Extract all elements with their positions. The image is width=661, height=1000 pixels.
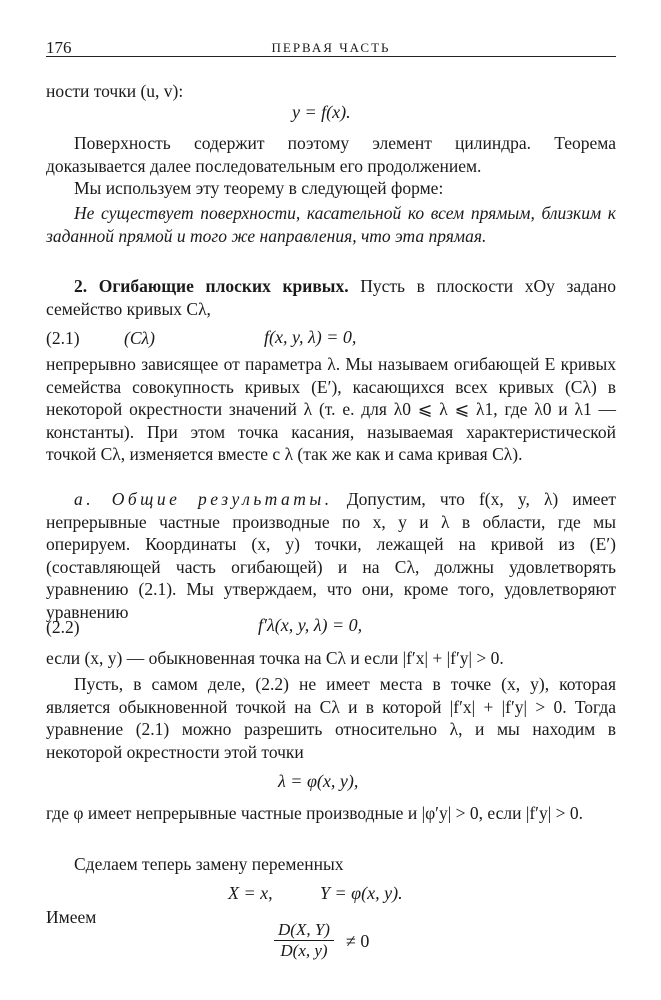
equation-Y-phi: Y = φ(x, y).: [320, 883, 403, 903]
paragraph-theorem-use: Мы используем эту теорему в следующей форме:: [74, 178, 444, 198]
paragraph-change-variables: Сделаем теперь замену переменных: [74, 854, 344, 874]
paragraph-surface: Поверхность содержит поэтому элемент цилиндра. Теорема доказывается далее последовательным его продолжением.: [46, 133, 616, 176]
paragraph-phi-derivatives: где φ имеет непрерывные частные производные и |φ′y| > 0, если |f′y| > 0.: [46, 803, 583, 823]
equation-2-1: f(x, y, λ) = 0,: [264, 327, 357, 347]
subsection-a-heading: a. Общие результаты.: [74, 489, 333, 509]
page-number: 176: [46, 38, 72, 57]
jacobian-fraction: [274, 920, 334, 961]
jacobian-numerator: D(X, Y): [274, 920, 334, 941]
equation-2-1-label: (2.1): [46, 328, 80, 348]
line-continuation: ности точки (u, v):: [46, 81, 184, 101]
equation-lambda-phi: λ = φ(x, y),: [278, 771, 359, 791]
equation-2-2: f′λ(x, y, λ) = 0,: [258, 615, 363, 635]
page: [46, 30, 616, 960]
line-ordinary-point: если (x, y) — обыкновенная точка на Cλ и если |f′x| + |f′y| > 0.: [46, 648, 504, 668]
equation-X-x: X = x,: [228, 883, 273, 903]
line-we-have: Имеем: [46, 907, 97, 927]
equation-y-fx: y = f(x).: [292, 102, 351, 122]
running-header: [46, 30, 616, 57]
paragraph-proof: Пусть, в самом деле, (2.2) не имеет места в точке (x, y), которая является обыкновенной точкой на Cλ и в которой |f′x| + |f′y| > 0. Тогда уравнение (2.1) можно разрешить относительно λ, и мы находим в некоторой окрестности этой точки: [46, 674, 616, 762]
running-title: ПЕРВАЯ ЧАСТЬ: [271, 40, 391, 55]
theorem-statement: Не существует поверхности, касательной ко всем прямым, близким к заданной прямой и того же направления, что эта прямая.: [46, 203, 616, 246]
section-2-intro: [46, 275, 616, 320]
equation-2-1-name: (Cλ): [124, 328, 155, 348]
paragraph-general-results: [46, 488, 616, 623]
paragraph-envelope-definition: непрерывно зависящее от параметра λ. Мы называем огибающей E кривых семейства совокупность кривых (E′), касающихся всех кривых (Cλ) в некоторой окрестности значений λ (т. е. для λ0 ⩽ λ ⩽ λ1, где λ0 и λ1 — константы). При этом точка касания, называемая характеристической точкой Cλ, изменяется вместе с λ (так же как и сама кривая Cλ).: [46, 354, 616, 464]
subsection-a-text: Допустим, что f(x, y, λ) имеет непрерывные частные производные по x, y и λ в области, где мы оперируем. Координаты (x, y) точки, лежащей на кривой из (E′) (составляющей часть огибающей) и на Cλ, должны удовлетворять уравнению (2.1). Мы утверждаем, что они, кроме того, удовлетворяют уравнению: [46, 489, 616, 622]
section-2-heading: 2. Огибающие плоских кривых.: [74, 276, 349, 296]
jacobian-not-zero: ≠ 0: [346, 931, 370, 951]
section-2-text: Пусть в плоскости xOy задано семейство кривых Cλ,: [46, 276, 616, 319]
jacobian-denominator: D(x, y): [280, 941, 328, 960]
equation-2-2-label: (2.2): [46, 617, 80, 637]
